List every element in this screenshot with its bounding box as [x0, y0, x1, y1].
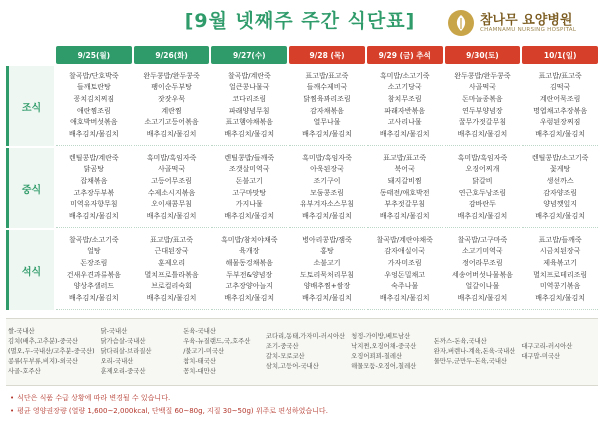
menu-item: 북어국: [394, 165, 415, 174]
menu-item: 꿀무가젓갈무침: [458, 118, 507, 127]
menu-item: 찰곡밥/소고기죽: [69, 235, 119, 244]
menu-item: 조갯살미역국: [228, 165, 270, 174]
menu-item: 찰곡밥/단호박죽: [69, 71, 119, 80]
menu-item: 얼큰콩나물국: [228, 83, 270, 92]
corner-cell: [6, 46, 54, 64]
day-header: 9/30(토): [445, 46, 521, 64]
menu-cell: [134, 66, 210, 146]
oak-leaf-icon: [448, 10, 474, 36]
origin-line: 돈까스-돈육,국내산: [433, 338, 487, 345]
menu-item: 명엽채고추장볶음: [533, 106, 588, 115]
menu-item: 애호박버섯볶음: [70, 118, 118, 127]
origin-column: [519, 319, 598, 385]
menu-item: 조기구이: [313, 176, 341, 185]
menu-item: 찰곡밥/계란야채죽: [376, 235, 433, 244]
logo-name: 참나무 요양병원: [480, 13, 573, 28]
meal-row: [6, 148, 598, 228]
menu-item: 도토리묵처리무침: [299, 270, 355, 279]
menu-item: 미역유자향무침: [70, 200, 118, 209]
menu-item: 표고밥/표고죽: [150, 235, 194, 244]
menu-item: 배추김치/물김치: [379, 293, 430, 302]
origin-column: [264, 319, 345, 385]
menu-item: 훈제오리: [158, 258, 186, 267]
menu-item: 모둠콩조림: [310, 188, 344, 197]
menu-item: 가지나물: [235, 200, 263, 209]
origin-column: [349, 319, 428, 385]
day-header-row: [6, 46, 598, 64]
menu-item: 애란찜조림: [76, 106, 111, 115]
hospital-logo: [448, 8, 596, 40]
menu-item: 감자애실이국: [384, 247, 425, 256]
menu-item: 닭곰탕: [83, 165, 104, 174]
menu-item: 고구마맛탕: [232, 188, 267, 197]
menu-item: 표고밥/들깨죽: [538, 235, 582, 244]
menu-item: 사골떡국: [158, 165, 186, 174]
menu-cell: [367, 230, 443, 310]
menu-item: 숙주나물: [391, 282, 419, 291]
menu-grid: [6, 46, 598, 310]
menu-item: 오징어찌개: [465, 165, 500, 174]
origin-line: 참치-태국산: [183, 358, 216, 365]
menu-item: 표고밥/표고죽: [383, 153, 427, 162]
day-header: 10/1(일): [522, 46, 598, 64]
menu-item: 연두부양념장: [462, 106, 503, 115]
menu-item: 찰곡밥/계란죽: [227, 71, 271, 80]
menu-cell: [134, 148, 210, 228]
day-header: 9/29 (금) 추석: [367, 46, 443, 64]
menu-item: 흑미밥/흑임자죽: [302, 153, 352, 162]
menu-item: 잡채볶음: [80, 176, 108, 185]
menu-item: 배추김치/물김치: [457, 293, 508, 302]
origin-line: 청정-가이방,베트남산: [351, 333, 411, 340]
menu-item: 배추김치/물김치: [146, 129, 197, 138]
menu-item: 멸치프로틀라볶음: [144, 270, 199, 279]
origin-column: [6, 319, 95, 385]
menu-item: 렌틸콩밥/소고기죽: [531, 153, 589, 162]
menu-cell: [56, 66, 132, 146]
menu-item: 흑미밥/참치야채죽: [221, 235, 278, 244]
menu-item: 배추김치/물김치: [146, 211, 197, 220]
origin-line: 사골-호주산: [8, 368, 41, 375]
day-header: 9/27(수): [211, 46, 287, 64]
menu-item: 해물동겅채볶음: [225, 258, 273, 267]
origin-line: 닭다리살-브라질산: [100, 348, 152, 355]
menu-item: 꽁치김치찌짐: [73, 94, 115, 103]
meal-label: 석식: [6, 230, 54, 310]
menu-item: 계란찜: [161, 106, 182, 115]
page-title: [9월 넷째주 주간 식단표]: [184, 10, 416, 32]
menu-cell: [211, 148, 287, 228]
menu-item: 아욱된장국: [310, 165, 344, 174]
origin-line: 닭가슴살-국내산: [100, 338, 146, 345]
origin-line: 대구고리-러시아산: [521, 343, 573, 350]
logo-subtitle: CHAMNAMU NURSING HOSPITAL: [480, 27, 577, 33]
menu-item: 김떡국: [549, 83, 571, 92]
note-item: • 평균 영양권장량 (열량 1,600~2,000kcal, 단백질 60~80g, 지질 30~50g) 위주로 편성하였습니다.: [10, 407, 328, 415]
menu-item: 완두콩밥/완두콩죽: [454, 71, 511, 80]
menu-item: 고사리나물: [387, 118, 422, 127]
menu-item: 돈불고기: [235, 176, 263, 185]
day-header: 9/25(월): [56, 46, 132, 64]
menu-cell: [56, 148, 132, 228]
meal-label: 조식: [6, 66, 54, 146]
menu-item: 돼지갈비찜: [387, 176, 422, 185]
menu-item: 배추김치/물김치: [224, 211, 275, 220]
origin-line: 닭-국내산: [100, 328, 128, 335]
menu-cell: [522, 148, 598, 228]
origin-line: 돈육-국내산: [183, 328, 216, 335]
origin-line: 해물모둠-오징어,칠레산: [351, 363, 417, 370]
menu-item: 배추김치/물김치: [69, 293, 119, 302]
menu-cell: [367, 148, 443, 228]
menu-item: 감자양조림: [543, 188, 578, 197]
origin-column: [99, 319, 178, 385]
menu-item: 우렁된장찌짐: [539, 118, 581, 127]
menu-item: 고등어무조림: [151, 176, 192, 185]
menu-item: 표고밥/표고죽: [538, 71, 582, 80]
menu-item: 렌틸콩밥/들깨죽: [224, 153, 275, 162]
menu-item: 배추김치/물김치: [69, 129, 119, 138]
menu-item: 우엉돈밀채고: [384, 270, 425, 279]
menu-item: 렌틸콩밥/계란죽: [69, 153, 119, 162]
menu-cell: [445, 66, 521, 146]
menu-item: 열무나물: [313, 118, 341, 127]
menu-item: 표고밥/표고죽: [305, 71, 349, 80]
menu-item: 흑미밥/소고기죽: [379, 71, 430, 80]
menu-item: 소고기미역국: [462, 247, 503, 256]
menu-item: 배추김치/물김치: [379, 211, 430, 220]
menu-item: 팽이순두부탕: [151, 83, 192, 92]
menu-item: 소고기당국: [387, 83, 422, 92]
origin-line: 김치(배추,고추분)-중국산: [8, 338, 79, 345]
menu-item: 배추김치/물김치: [535, 211, 585, 220]
origin-line: 완자,버렌나-계육,돈육-국내산: [433, 348, 516, 355]
menu-item: 얼탕: [87, 247, 101, 256]
origin-line: 훈제오리-중국산: [100, 368, 146, 375]
day-header: 9/28 (목): [289, 46, 365, 64]
menu-item: 배추김치/물김치: [379, 129, 430, 138]
menu-item: 시금치된장국: [539, 247, 581, 256]
origin-line: 쌀-국내산: [8, 328, 35, 335]
menu-item: 연근호두낭조림: [458, 188, 507, 197]
menu-item: 고추장양아늘지: [225, 282, 273, 291]
menu-item: 동태전/애호박전: [379, 188, 430, 197]
menu-cell: [211, 230, 287, 310]
menu-item: 참치무조림: [387, 94, 422, 103]
menu-cell: [522, 66, 598, 146]
menu-item: 감자채볶음: [310, 106, 344, 115]
menu-item: 들깨토란탕: [76, 83, 111, 92]
origin-line: 대구맙-미국산: [521, 353, 561, 360]
menu-cell: [289, 230, 365, 310]
menu-item: 계란어묵조림: [539, 94, 581, 103]
origin-line: 물만두,군만두-돈육,국내산: [433, 358, 507, 365]
menu-item: 배추김치/물김치: [457, 129, 508, 138]
menu-item: 돈장조림: [80, 258, 108, 267]
origin-line: 조기-중국산: [265, 343, 299, 350]
menu-cell: [522, 230, 598, 310]
menu-item: 완두콩밥/완두콩죽: [143, 71, 200, 80]
menu-cell: [367, 66, 443, 146]
origin-column: [432, 319, 516, 385]
menu-item: 찰곡밥/고구마죽: [457, 235, 508, 244]
day-header: 9/26(화): [134, 46, 210, 64]
menu-item: 정어라무조림: [462, 258, 503, 267]
menu-item: 배추김치/물김치: [535, 293, 585, 302]
meal-rows: [6, 66, 598, 310]
menu-item: 배추김치/물김치: [457, 211, 508, 220]
menu-cell: [134, 230, 210, 310]
menu-item: 배추김치/물김치: [302, 211, 352, 220]
menu-item: 배추김치/물김치: [69, 211, 119, 220]
origin-line: /불고기-미국산: [183, 348, 225, 355]
menu-item: 닭갈비: [472, 176, 493, 185]
menu-item: 사골떡국: [468, 83, 496, 92]
origin-line: 오징어꾀꾀-칠레산: [351, 353, 403, 360]
menu-item: 두부전&양념장: [226, 270, 273, 279]
menu-item: 배추김치/물김치: [535, 129, 585, 138]
menu-item: 잣잣우묵: [158, 94, 186, 103]
origin-line: 콩류(두부류,비지)-외국산: [8, 358, 79, 365]
menu-item: 근대된장국: [154, 247, 189, 256]
menu-item: 오이새콤무침: [151, 200, 192, 209]
meal-row: [6, 230, 598, 310]
menu-item: 건새우견과류볶음: [66, 270, 121, 279]
origin-line: 코다리,동태,가자미-러시아산: [265, 333, 346, 340]
menu-item: 배추김치/물김치: [224, 293, 275, 302]
menu-item: 홍탕: [320, 247, 334, 256]
menu-item: 제육볶고기: [543, 258, 578, 267]
note-item: • 식단은 식품 수급 상황에 따라 변경될 수 있습니다.: [10, 394, 171, 402]
menu-item: 흑미밥/흑임자죽: [146, 153, 197, 162]
menu-item: 꽃게탕: [549, 165, 571, 174]
menu-item: 돈마늘종볶음: [462, 94, 503, 103]
menu-item: 소고기고등어볶음: [144, 118, 199, 127]
menu-item: 파래양념무침: [228, 106, 270, 115]
meal-row: [6, 66, 598, 146]
menu-item: 가자미조림: [387, 258, 422, 267]
menu-item: 감바란두: [468, 200, 496, 209]
menu-item: 유부겨자소스무침: [299, 200, 355, 209]
menu-item: 코다리조림: [232, 94, 267, 103]
menu-item: 배추김치/물김치: [302, 293, 352, 302]
menu-item: 배추김치/물김치: [146, 293, 197, 302]
menu-cell: [211, 66, 287, 146]
menu-cell: [445, 230, 521, 310]
header: [0, 0, 600, 46]
menu-item: 미역콩기볶음: [539, 282, 581, 291]
origin-line: 오리-국내산: [100, 358, 134, 365]
origin-line: 꽁치-대만산: [183, 368, 216, 375]
menu-item: 배추김치/물김치: [302, 129, 352, 138]
menu-item: 닭찜육꽈리조림: [303, 94, 351, 103]
menu-item: 소불고기: [313, 258, 341, 267]
origin-line: (멸오,두-국내산/고추분-중국산): [8, 348, 95, 355]
menu-cell: [56, 230, 132, 310]
origin-line: 우육-뉴질랜드,국,호주산: [183, 338, 251, 345]
origin-column: [181, 319, 260, 385]
menu-item: 고추장두부볶: [73, 188, 115, 197]
menu-item: 양념깻잎지: [543, 200, 578, 209]
origin-line: 낙지쩐,오징어채-중국산: [351, 343, 417, 350]
origin-info: [6, 318, 598, 386]
menu-item: 양상추샐러드: [73, 282, 115, 291]
origin-line: 삼치,고등어-국내산: [265, 363, 319, 370]
menu-item: 브로컬리숙회: [151, 282, 192, 291]
menu-item: 들깨수제비국: [306, 83, 348, 92]
menu-item: 수제소시지볶음: [147, 188, 196, 197]
menu-item: 배추김치/물김치: [224, 129, 275, 138]
menu-cell: [289, 66, 365, 146]
meal-label: 중식: [6, 148, 54, 228]
menu-item: 육개장: [239, 247, 260, 256]
menu-cell: [445, 148, 521, 228]
menu-item: 생선까스: [546, 176, 574, 185]
menu-item: 병아리콩밥/잼죽: [302, 235, 352, 244]
menu-item: 파래자반볶음: [384, 106, 425, 115]
menu-item: 표고햄야채볶음: [225, 118, 273, 127]
notes: [10, 392, 595, 418]
menu-cell: [289, 148, 365, 228]
menu-item: 흑미밥/흑임자죽: [457, 153, 508, 162]
menu-item: 양배추찜+쌈장: [303, 282, 351, 291]
menu-item: 부추젓갈무침: [384, 200, 425, 209]
origin-line: 갈치-모로코산: [265, 353, 305, 360]
menu-item: 멸치프로테리조림: [533, 270, 588, 279]
menu-item: 얼갈이나물: [465, 282, 500, 291]
menu-item: 세송어버섯나물볶음: [451, 270, 513, 279]
